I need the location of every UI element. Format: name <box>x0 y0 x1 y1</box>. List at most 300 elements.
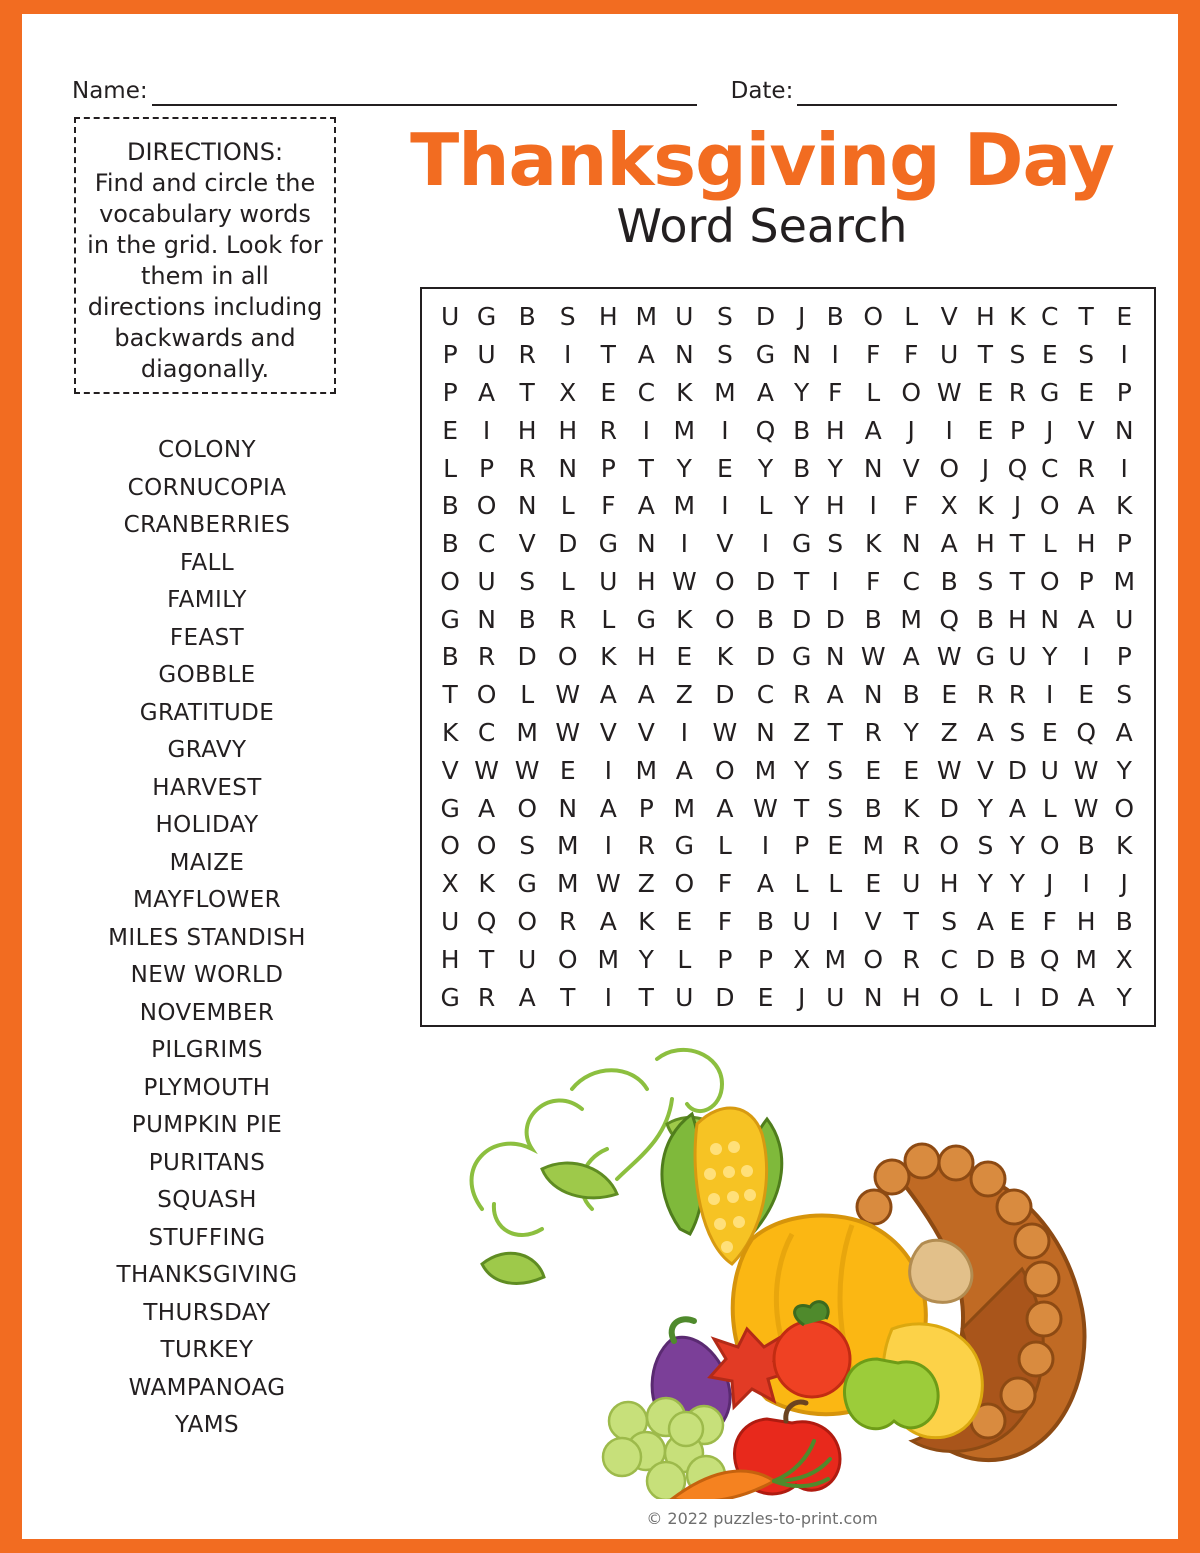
grid-cell[interactable]: A <box>976 717 994 747</box>
grid-cell[interactable]: G <box>440 982 460 1012</box>
grid-cell[interactable]: C <box>477 717 496 747</box>
grid-cell[interactable]: O <box>674 869 695 899</box>
grid-cell[interactable]: J <box>797 982 806 1012</box>
grid-cell[interactable]: Z <box>675 680 693 710</box>
grid-cell[interactable]: K <box>441 717 459 747</box>
grid-cell[interactable]: H <box>440 944 460 974</box>
grid-cell[interactable]: H <box>825 415 845 445</box>
word-list-item[interactable]: THANKSGIVING <box>116 1262 298 1288</box>
grid-cell[interactable]: C <box>940 944 958 974</box>
word-list-item[interactable]: NEW WORLD <box>130 962 284 988</box>
grid-cell[interactable]: H <box>901 982 921 1012</box>
grid-cell[interactable]: F <box>904 491 919 521</box>
grid-cell[interactable]: O <box>1039 831 1060 861</box>
grid-cell[interactable]: M <box>862 831 885 861</box>
grid-cell[interactable]: O <box>476 491 497 521</box>
grid-cell[interactable]: Q <box>755 415 776 445</box>
grid-cell[interactable]: M <box>1113 566 1136 596</box>
grid-cell[interactable]: Y <box>1009 869 1026 899</box>
grid-cell[interactable]: E <box>977 377 994 407</box>
grid-cell[interactable]: I <box>831 340 839 370</box>
grid-cell[interactable]: R <box>477 982 496 1012</box>
grid-cell[interactable]: W <box>474 755 499 785</box>
grid-cell[interactable]: U <box>1008 642 1027 672</box>
grid-cell[interactable]: P <box>479 453 495 483</box>
grid-cell[interactable]: D <box>755 642 776 672</box>
grid-cell[interactable]: D <box>825 604 845 634</box>
grid-cell[interactable]: P <box>442 340 458 370</box>
word-list-item[interactable]: NOVEMBER <box>139 999 275 1026</box>
grid-cell[interactable]: E <box>865 755 882 785</box>
grid-cell[interactable]: S <box>977 831 994 861</box>
grid-cell[interactable]: I <box>680 717 688 747</box>
grid-cell[interactable]: G <box>791 529 812 559</box>
grid-cell[interactable]: C <box>1040 453 1059 483</box>
grid-cell[interactable]: R <box>599 415 617 445</box>
grid-cell[interactable]: I <box>761 831 770 861</box>
grid-cell[interactable]: T <box>638 982 654 1012</box>
grid-cell[interactable]: X <box>1115 944 1133 974</box>
grid-cell[interactable]: P <box>717 944 733 974</box>
grid-cell[interactable]: E <box>559 755 576 785</box>
word-list-item[interactable]: PURITANS <box>148 1149 266 1176</box>
grid-cell[interactable]: S <box>827 529 844 559</box>
grid-cell[interactable]: R <box>1008 680 1027 710</box>
grid-cell[interactable]: I <box>721 415 729 445</box>
word-list-item[interactable]: CORNUCOPIA <box>127 474 287 501</box>
grid-cell[interactable]: S <box>519 566 536 596</box>
grid-cell[interactable]: I <box>945 415 953 445</box>
grid-cell[interactable]: H <box>1008 604 1027 634</box>
grid-cell[interactable]: I <box>831 566 839 596</box>
word-list-item[interactable]: TURKEY <box>160 1337 254 1363</box>
grid-cell[interactable]: V <box>1077 415 1095 445</box>
grid-cell[interactable]: P <box>1078 566 1094 596</box>
grid-cell[interactable]: X <box>793 944 811 974</box>
grid-cell[interactable]: H <box>939 869 959 899</box>
grid-cell[interactable]: K <box>600 642 617 672</box>
grid-cell[interactable]: B <box>441 491 459 521</box>
grid-cell[interactable]: E <box>865 869 882 899</box>
grid-cell[interactable]: P <box>638 793 654 823</box>
word-list-item[interactable]: COLONY <box>158 437 256 463</box>
grid-cell[interactable]: P <box>442 377 458 407</box>
grid-cell[interactable]: T <box>1009 529 1026 559</box>
grid-cell[interactable]: I <box>869 491 877 521</box>
grid-cell[interactable]: I <box>564 340 572 370</box>
grid-cell[interactable]: M <box>754 755 777 785</box>
grid-cell[interactable]: L <box>560 566 575 596</box>
grid-cell[interactable]: M <box>556 869 579 899</box>
grid-cell[interactable]: R <box>518 340 536 370</box>
grid-cell[interactable]: Q <box>1076 717 1096 747</box>
grid-cell[interactable]: X <box>441 869 459 899</box>
grid-cell[interactable]: G <box>517 869 537 899</box>
grid-cell[interactable]: R <box>637 831 655 861</box>
grid-cell[interactable]: M <box>516 717 538 747</box>
grid-cell[interactable]: G <box>476 302 497 332</box>
grid-cell[interactable]: F <box>828 377 843 407</box>
grid-cell[interactable]: T <box>519 377 535 407</box>
word-list-item[interactable]: STUFFING <box>148 1224 266 1251</box>
grid-cell[interactable]: S <box>716 302 733 332</box>
grid-cell[interactable]: M <box>673 793 696 823</box>
grid-cell[interactable]: Q <box>476 906 497 936</box>
grid-cell[interactable]: O <box>715 604 735 634</box>
word-list-item[interactable]: FALL <box>179 549 235 576</box>
grid-cell[interactable]: Y <box>1009 831 1026 861</box>
grid-cell[interactable]: D <box>715 680 735 710</box>
grid-cell[interactable]: W <box>753 793 778 823</box>
word-search-grid[interactable] <box>420 287 1156 1027</box>
grid-cell[interactable]: R <box>864 717 882 747</box>
grid-cell[interactable]: A <box>599 906 617 936</box>
grid-cell[interactable]: N <box>636 529 656 559</box>
grid-cell[interactable]: Q <box>1007 453 1028 483</box>
grid-cell[interactable]: R <box>559 604 577 634</box>
grid-cell[interactable]: I <box>482 415 491 445</box>
grid-cell[interactable]: I <box>604 755 612 785</box>
grid-cell[interactable]: N <box>1114 415 1134 445</box>
word-list-item[interactable]: HARVEST <box>152 774 262 801</box>
grid-cell[interactable]: J <box>1046 415 1054 445</box>
grid-cell[interactable]: B <box>518 604 536 634</box>
grid-cell[interactable]: A <box>478 377 496 407</box>
grid-cell[interactable]: T <box>1009 566 1026 596</box>
grid-cell[interactable]: C <box>902 566 920 596</box>
grid-cell[interactable]: U <box>792 906 811 936</box>
grid-cell[interactable]: E <box>1078 377 1095 407</box>
grid-cell[interactable]: G <box>440 793 460 823</box>
grid-cell[interactable]: H <box>636 642 656 672</box>
grid-cell[interactable]: A <box>599 680 617 710</box>
grid-cell[interactable]: R <box>518 453 536 483</box>
grid-cell[interactable]: N <box>792 340 811 370</box>
grid-cell[interactable]: J <box>981 453 990 483</box>
grid-cell[interactable]: R <box>1077 453 1095 483</box>
word-list-item[interactable]: MAYFLOWER <box>132 887 282 913</box>
grid-cell[interactable]: O <box>939 831 960 861</box>
grid-cell[interactable]: E <box>757 982 774 1012</box>
grid-cell[interactable]: O <box>440 831 460 861</box>
grid-cell[interactable]: M <box>673 491 696 521</box>
grid-cell[interactable]: E <box>1009 906 1026 936</box>
grid-cell[interactable]: I <box>831 906 839 936</box>
grid-cell[interactable]: B <box>793 453 811 483</box>
grid-cell[interactable]: U <box>675 302 694 332</box>
grid-cell[interactable]: K <box>676 377 693 407</box>
grid-cell[interactable]: S <box>716 340 733 370</box>
grid-cell[interactable]: V <box>716 529 734 559</box>
word-list-item[interactable]: PILGRIMS <box>151 1037 263 1063</box>
grid-cell[interactable]: B <box>518 302 536 332</box>
grid-cell[interactable]: J <box>907 415 915 445</box>
grid-cell[interactable]: Y <box>903 717 919 747</box>
grid-cell[interactable]: Y <box>977 869 994 899</box>
grid-cell[interactable]: H <box>598 302 618 332</box>
grid-cell[interactable]: O <box>517 906 537 936</box>
grid-cell[interactable]: N <box>756 717 775 747</box>
grid-cell[interactable]: T <box>442 680 458 710</box>
grid-cell[interactable]: S <box>827 755 844 785</box>
grid-cell[interactable]: Y <box>1116 755 1132 785</box>
grid-cell[interactable]: R <box>1008 377 1027 407</box>
name-blank-line[interactable] <box>152 82 697 106</box>
word-list-item[interactable]: MILES STANDISH <box>108 924 306 951</box>
grid-cell[interactable]: P <box>1116 642 1132 672</box>
grid-cell[interactable]: B <box>902 680 920 710</box>
grid-cell[interactable]: W <box>1073 755 1099 785</box>
grid-cell[interactable]: B <box>864 604 882 634</box>
grid-cell[interactable]: W <box>671 566 697 596</box>
word-list-item[interactable]: PUMPKIN PIE <box>131 1112 283 1138</box>
grid-cell[interactable]: I <box>680 529 688 559</box>
grid-cell[interactable]: L <box>978 982 993 1012</box>
word-list-item[interactable]: THURSDAY <box>143 1299 271 1326</box>
grid-cell[interactable]: A <box>756 377 775 407</box>
word-list-item[interactable]: WAMPANOAG <box>128 1374 286 1401</box>
grid-cell[interactable]: V <box>940 302 958 332</box>
grid-cell[interactable]: Y <box>757 453 774 483</box>
grid-cell[interactable]: O <box>476 831 497 861</box>
grid-cell[interactable]: N <box>825 642 845 672</box>
grid-cell[interactable]: X <box>940 491 958 521</box>
grid-cell[interactable]: Y <box>794 755 810 785</box>
grid-cell[interactable]: T <box>1078 302 1094 332</box>
grid-cell[interactable]: B <box>441 529 459 559</box>
grid-cell[interactable]: Y <box>638 944 654 974</box>
grid-cell[interactable]: A <box>826 680 844 710</box>
grid-cell[interactable]: A <box>940 529 958 559</box>
grid-cell[interactable]: W <box>936 642 962 672</box>
grid-cell[interactable]: B <box>940 566 958 596</box>
grid-cell[interactable]: I <box>1120 453 1128 483</box>
grid-cell[interactable]: I <box>642 415 650 445</box>
grid-cell[interactable]: A <box>864 415 882 445</box>
grid-cell[interactable]: F <box>866 340 881 370</box>
grid-cell[interactable]: V <box>518 529 536 559</box>
word-list-item[interactable]: FAMILY <box>167 587 247 613</box>
grid-cell[interactable]: A <box>637 680 655 710</box>
grid-cell[interactable]: U <box>477 340 496 370</box>
grid-cell[interactable]: L <box>443 453 458 483</box>
word-list-item[interactable]: PLYMOUTH <box>143 1074 271 1101</box>
grid-cell[interactable]: G <box>791 642 812 672</box>
grid-cell[interactable]: A <box>637 491 655 521</box>
grid-cell[interactable]: D <box>558 529 578 559</box>
grid-cell[interactable]: C <box>637 377 656 407</box>
grid-cell[interactable]: L <box>828 869 843 899</box>
grid-cell[interactable]: A <box>1077 982 1095 1012</box>
grid-cell[interactable]: H <box>975 302 995 332</box>
grid-cell[interactable]: A <box>976 906 994 936</box>
grid-cell[interactable]: U <box>440 302 460 332</box>
grid-cell[interactable]: H <box>558 415 578 445</box>
grid-cell[interactable]: E <box>903 755 920 785</box>
grid-cell[interactable]: A <box>599 793 617 823</box>
grid-cell[interactable]: P <box>757 944 773 974</box>
grid-cell[interactable]: G <box>440 604 460 634</box>
grid-cell[interactable]: F <box>717 906 733 936</box>
grid-cell[interactable]: K <box>977 491 994 521</box>
grid-cell[interactable]: B <box>756 604 775 634</box>
grid-cell[interactable]: Q <box>939 604 960 634</box>
grid-cell[interactable]: T <box>827 717 843 747</box>
grid-cell[interactable]: A <box>1115 717 1133 747</box>
grid-cell[interactable]: O <box>939 982 960 1012</box>
grid-cell[interactable]: L <box>560 491 575 521</box>
grid-cell[interactable]: R <box>976 680 995 710</box>
grid-cell[interactable]: E <box>1116 302 1133 332</box>
grid-cell[interactable]: W <box>555 717 581 747</box>
word-list-item[interactable]: YAMS <box>174 1412 240 1438</box>
word-list-item[interactable]: GRATITUDE <box>139 699 275 726</box>
grid-cell[interactable]: V <box>864 906 882 936</box>
grid-cell[interactable]: G <box>755 340 776 370</box>
grid-cell[interactable]: Z <box>637 869 655 899</box>
grid-cell[interactable]: S <box>1009 340 1026 370</box>
grid-cell[interactable]: K <box>903 793 920 823</box>
grid-cell[interactable]: T <box>794 566 810 596</box>
grid-cell[interactable]: K <box>1116 491 1133 521</box>
grid-cell[interactable]: J <box>1120 869 1128 899</box>
grid-cell[interactable]: P <box>794 831 810 861</box>
grid-cell[interactable]: H <box>1076 529 1096 559</box>
grid-cell[interactable]: D <box>755 566 776 596</box>
grid-cell[interactable]: D <box>1007 755 1028 785</box>
grid-cell[interactable]: O <box>557 642 578 672</box>
grid-cell[interactable]: S <box>519 831 536 861</box>
grid-cell[interactable]: A <box>518 982 536 1012</box>
grid-cell[interactable]: E <box>676 906 693 936</box>
grid-cell[interactable]: L <box>1042 793 1057 823</box>
grid-cell[interactable]: H <box>636 566 656 596</box>
grid-cell[interactable]: H <box>1076 906 1096 936</box>
grid-cell[interactable]: O <box>1114 793 1135 823</box>
grid-cell[interactable]: F <box>866 566 881 596</box>
grid-cell[interactable]: W <box>595 869 621 899</box>
grid-cell[interactable]: P <box>1009 415 1025 445</box>
grid-cell[interactable]: B <box>826 302 844 332</box>
grid-cell[interactable]: K <box>478 869 495 899</box>
grid-cell[interactable]: N <box>674 340 694 370</box>
grid-cell[interactable]: W <box>860 642 886 672</box>
grid-cell[interactable]: G <box>975 642 996 672</box>
grid-cell[interactable]: B <box>864 793 882 823</box>
grid-cell[interactable]: M <box>597 944 620 974</box>
grid-cell[interactable]: E <box>1041 717 1058 747</box>
grid-cell[interactable]: U <box>902 869 921 899</box>
grid-cell[interactable]: O <box>863 302 884 332</box>
grid-cell[interactable]: A <box>756 869 775 899</box>
grid-cell[interactable]: E <box>1041 340 1058 370</box>
grid-cell[interactable]: O <box>476 680 497 710</box>
grid-cell[interactable]: N <box>863 680 883 710</box>
grid-cell[interactable]: I <box>1046 680 1054 710</box>
grid-cell[interactable]: S <box>977 566 994 596</box>
grid-cell[interactable]: R <box>792 680 811 710</box>
grid-cell[interactable]: E <box>600 377 617 407</box>
grid-cell[interactable]: R <box>902 831 920 861</box>
grid-cell[interactable]: I <box>1082 642 1090 672</box>
grid-cell[interactable]: K <box>638 906 655 936</box>
grid-cell[interactable]: L <box>904 302 919 332</box>
grid-cell[interactable]: C <box>477 529 496 559</box>
grid-cell[interactable]: T <box>977 340 994 370</box>
grid-cell[interactable]: P <box>1116 377 1132 407</box>
grid-cell[interactable]: O <box>939 453 960 483</box>
grid-cell[interactable]: W <box>514 755 540 785</box>
grid-cell[interactable]: R <box>902 944 920 974</box>
grid-cell[interactable]: Y <box>794 377 810 407</box>
grid-cell[interactable]: J <box>1046 869 1054 899</box>
grid-cell[interactable]: E <box>827 831 844 861</box>
grid-cell[interactable]: L <box>866 377 881 407</box>
grid-cell[interactable]: U <box>826 982 845 1012</box>
grid-cell[interactable]: K <box>1116 831 1133 861</box>
grid-cell[interactable]: C <box>756 680 775 710</box>
grid-cell[interactable]: B <box>976 604 994 634</box>
grid-cell[interactable]: N <box>558 793 578 823</box>
grid-cell[interactable]: B <box>441 642 459 672</box>
grid-cell[interactable]: I <box>761 529 770 559</box>
grid-cell[interactable]: D <box>792 604 812 634</box>
grid-cell[interactable]: N <box>517 491 537 521</box>
grid-cell[interactable]: O <box>1039 566 1060 596</box>
grid-cell[interactable]: W <box>936 377 962 407</box>
grid-cell[interactable]: V <box>902 453 920 483</box>
grid-cell[interactable]: T <box>638 453 654 483</box>
grid-cell[interactable]: H <box>975 529 995 559</box>
grid-cell[interactable]: K <box>1009 302 1026 332</box>
grid-cell[interactable]: J <box>1013 491 1022 521</box>
grid-cell[interactable]: K <box>865 529 882 559</box>
grid-cell[interactable]: S <box>1116 680 1133 710</box>
grid-cell[interactable]: D <box>715 982 735 1012</box>
word-list-item[interactable]: HOLIDAY <box>155 812 259 838</box>
grid-cell[interactable]: Y <box>676 453 692 483</box>
grid-cell[interactable]: V <box>637 717 655 747</box>
grid-cell[interactable]: N <box>1040 604 1060 634</box>
grid-cell[interactable]: E <box>442 415 459 445</box>
grid-cell[interactable]: L <box>794 869 809 899</box>
grid-cell[interactable]: M <box>1075 944 1097 974</box>
grid-cell[interactable]: M <box>900 604 922 634</box>
grid-cell[interactable]: R <box>559 906 577 936</box>
grid-cell[interactable]: Y <box>977 793 994 823</box>
grid-cell[interactable]: G <box>1040 377 1060 407</box>
grid-cell[interactable]: U <box>675 982 694 1012</box>
grid-cell[interactable]: B <box>1008 944 1026 974</box>
grid-cell[interactable]: E <box>941 680 958 710</box>
grid-cell[interactable]: I <box>1082 869 1090 899</box>
grid-cell[interactable]: M <box>556 831 579 861</box>
grid-cell[interactable]: I <box>721 491 729 521</box>
grid-cell[interactable]: V <box>599 717 617 747</box>
grid-cell[interactable]: A <box>478 793 496 823</box>
grid-cell[interactable]: V <box>441 755 459 785</box>
grid-cell[interactable]: U <box>477 566 496 596</box>
grid-cell[interactable]: X <box>559 377 577 407</box>
grid-cell[interactable]: A <box>1077 491 1095 521</box>
grid-cell[interactable]: I <box>1120 340 1128 370</box>
grid-cell[interactable]: U <box>599 566 618 596</box>
grid-cell[interactable]: W <box>555 680 581 710</box>
grid-cell[interactable]: B <box>793 415 811 445</box>
grid-cell[interactable]: P <box>1116 529 1132 559</box>
grid-cell[interactable]: R <box>477 642 496 672</box>
grid-cell[interactable]: B <box>756 906 775 936</box>
